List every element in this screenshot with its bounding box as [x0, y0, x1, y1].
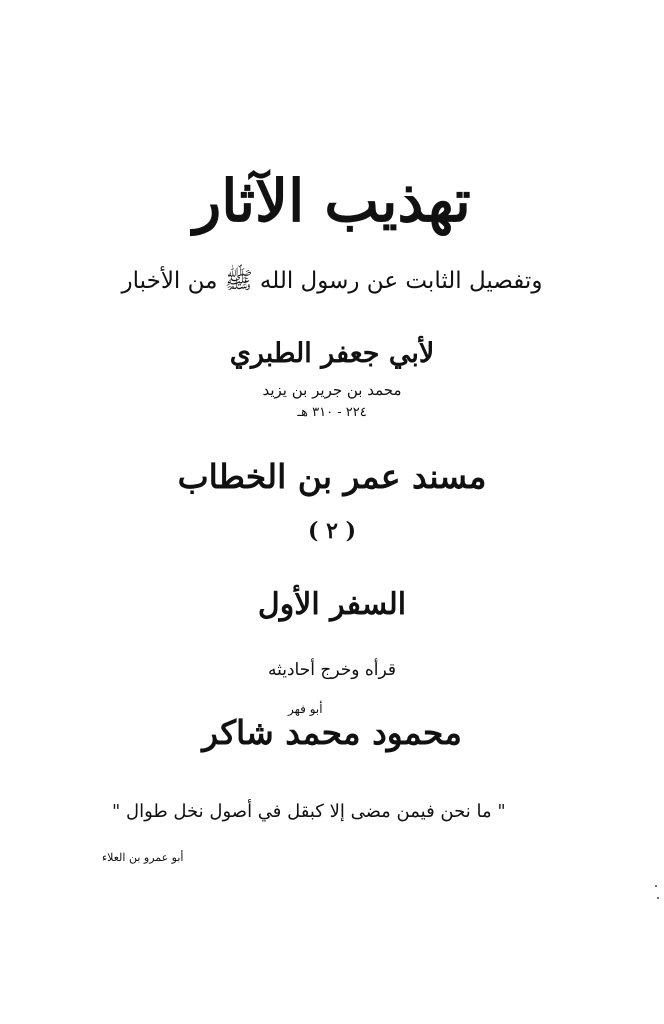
epigraph-author: أبو عمرو بن العلاء	[102, 851, 184, 864]
author-name: لأبي جعفر الطبري	[229, 338, 435, 369]
book-title: تهذيب الآثار	[193, 167, 471, 235]
volume-number: ( ٢ )	[308, 518, 356, 544]
author-full-name: محمد بن جرير بن يزيد	[262, 381, 402, 399]
book-part: السفر الأول	[257, 587, 407, 622]
editor-role: قرأه وخرج أحاديثه	[268, 660, 396, 680]
epigraph: " ما نحن فيمن مضى إلا كبقل في أصول نخل طوال "	[112, 801, 506, 822]
author-dates: ٢٢٤ - ٣١٠ هـ	[297, 405, 367, 420]
editor-name: محمود محمد شاكر	[202, 713, 462, 752]
section-title: مسند عمر بن الخطاب	[177, 457, 487, 496]
scan-speck	[657, 897, 659, 899]
scan-speck	[655, 885, 657, 887]
editor-kunya: أبو فهر	[288, 702, 323, 716]
book-subtitle: وتفصيل الثابت عن رسول الله ﷺ من الأخبار	[121, 268, 543, 294]
